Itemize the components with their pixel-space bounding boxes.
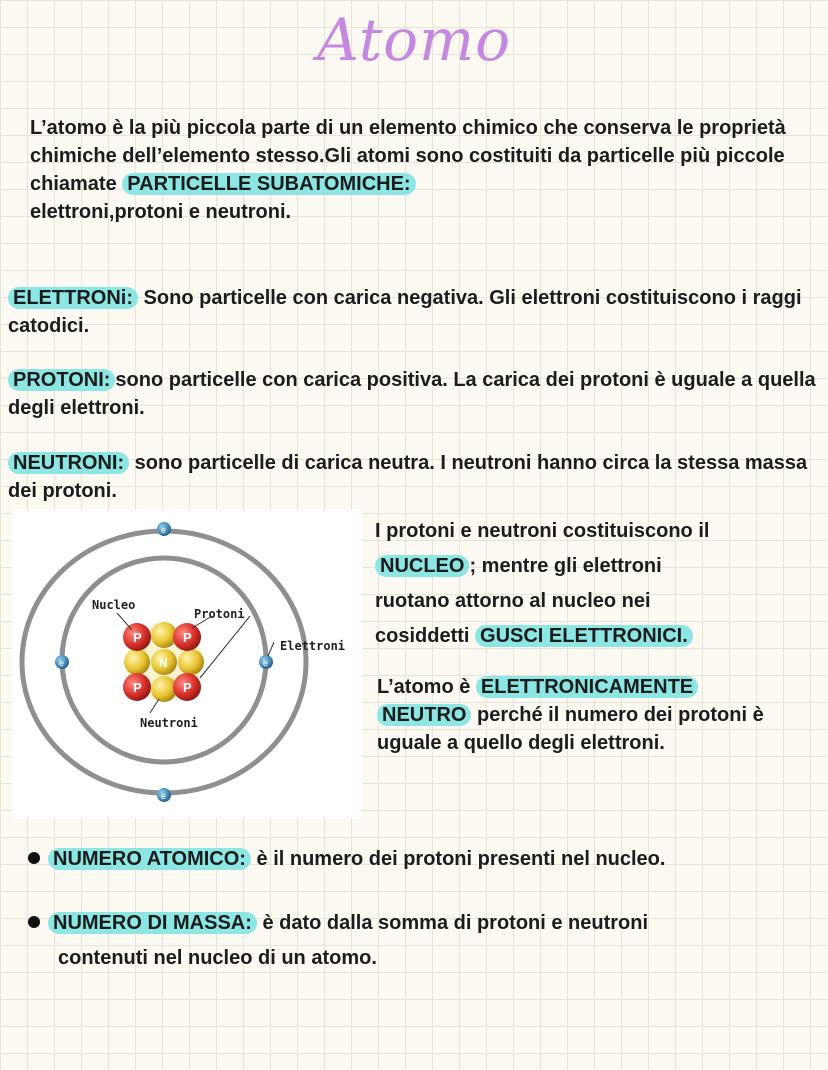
- proton-letter: P: [183, 680, 192, 695]
- protoni-label: Protoni: [194, 607, 245, 621]
- bullet-atomic-number: [28, 845, 818, 873]
- protons-definition: [8, 366, 823, 422]
- nucleus: [123, 622, 204, 702]
- neutron-particle: [124, 649, 150, 675]
- electrons-term: ELETTRONi:: [8, 287, 138, 309]
- elettronicamente-highlight: ELETTRONICAMENTE: [476, 676, 698, 698]
- mass-number-term: NUMERO DI MASSA:: [48, 912, 257, 934]
- atom-diagram-svg: [12, 510, 362, 818]
- elettroni-pointer: [268, 642, 274, 656]
- atom-diagram: [12, 510, 362, 818]
- protons-term: PROTONI:: [8, 369, 115, 391]
- gusci-highlight: GUSCI ELETTRONICI.: [475, 625, 693, 647]
- neutroni-pointer: [150, 699, 159, 713]
- nucleus-line-4: cosiddetti: [375, 625, 470, 647]
- neutrons-definition: [8, 449, 823, 505]
- atomic-number-term: NUMERO ATOMICO:: [48, 848, 251, 870]
- electron-sign: e: [161, 525, 167, 535]
- nucleo-label: Nucleo: [92, 598, 136, 612]
- intro-tail: elettroni,protoni e neutroni.: [30, 201, 292, 223]
- proton-letter: P: [133, 630, 142, 645]
- page-title: Atomo: [316, 6, 511, 74]
- intro-text: L’atomo è la più piccola parte di un elemento chimico che conserva le proprietà chimiche dell’elemento stesso.Gli atomi sono costituiti da particelle più piccole chiamate: [30, 117, 786, 195]
- neutron-particle: [151, 622, 177, 648]
- neutro-highlight: NEUTRO: [377, 704, 471, 726]
- neutral-rest: perché il numero dei protoni è uguale a quello degli elettroni.: [377, 704, 764, 754]
- electron-sign: e: [161, 791, 167, 801]
- mass-number-text: è dato dalla somma di protoni e neutroni: [256, 912, 649, 934]
- intro-paragraph: [30, 114, 825, 226]
- atomic-number-text: è il numero dei protoni presenti nel nucleo.: [250, 848, 666, 870]
- bullet-dot-icon: [28, 916, 40, 928]
- protoni-pointer-2: [200, 616, 250, 678]
- subatomic-highlight: PARTICELLE SUBATOMICHE:: [122, 173, 415, 195]
- electron-sign: e: [263, 658, 269, 668]
- neutron-particle: [178, 649, 204, 675]
- neutrons-text: sono particelle di carica neutra. I neutroni hanno circa la stessa massa dei protoni.: [8, 452, 808, 502]
- nucleus-line-3: ruotano attorno al nucleo nei: [375, 590, 651, 612]
- electrons-definition: [8, 284, 823, 340]
- neutral-start: L’atomo è: [377, 676, 476, 698]
- neutron-particle: [151, 676, 177, 702]
- nucleus-paragraph: [375, 514, 815, 654]
- proton-letter: P: [183, 630, 192, 645]
- neutron-letter: N: [159, 656, 168, 670]
- proton-letter: P: [133, 680, 142, 695]
- protons-text: sono particelle con carica positiva. La carica dei protoni è uguale a quella degli elettroni.: [8, 369, 816, 419]
- mass-number-text-2: contenuti nel nucleo di un atomo.: [58, 947, 377, 969]
- bullet-dot-icon: [28, 852, 40, 864]
- nucleo-highlight: NUCLEO: [375, 555, 469, 577]
- electron-sign: e: [59, 658, 65, 668]
- neutrons-term: NEUTRONI:: [8, 452, 129, 474]
- neutroni-label: Neutroni: [140, 716, 198, 730]
- bullet-mass-number: [28, 906, 818, 976]
- elettroni-label: Elettroni: [280, 639, 346, 653]
- neutral-paragraph: [377, 673, 797, 757]
- nucleus-line-1: I protoni e neutroni costituiscono il: [375, 520, 710, 542]
- nucleo-pointer: [117, 613, 132, 630]
- electrons-text: Sono particelle con carica negativa. Gli elettroni costituiscono i raggi catodici.: [8, 287, 802, 337]
- nucleus-line-2: ; mentre gli elettroni: [469, 555, 662, 577]
